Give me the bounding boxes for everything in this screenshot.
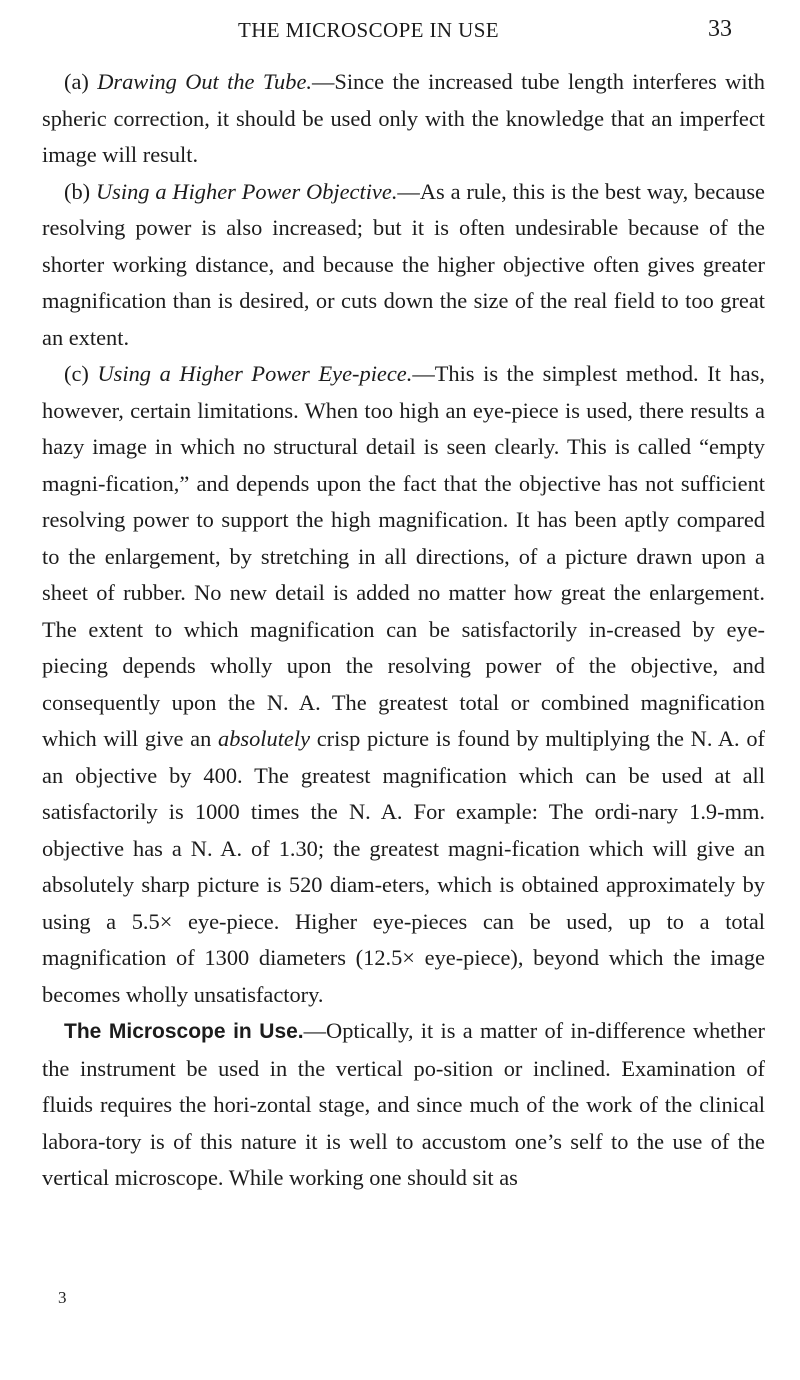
signature-mark: 3 <box>58 1288 67 1307</box>
text-microscope-in-use: —Optically, it is a matter of in-difference whether the instrument be used in the vertical po-sition or inclined. Examination of fluids requires the hori-zontal stage, and since much of the work of the clinical labora-tory is of this nature it is well to accustom one’s self to the use of the vertical microscope. While working one should sit as <box>42 1018 765 1190</box>
item-label-c: (c) <box>64 361 89 386</box>
paragraph-higher-eyepiece <box>42 356 765 1013</box>
text-drawing-out-tube: —Since the increased tube length interferes with spheric correction, it should be used only with the knowledge that an imperfect image will result. <box>42 69 765 167</box>
page-number: 33 <box>708 16 732 42</box>
running-head <box>0 14 800 50</box>
heading-higher-eyepiece: Using a Higher Power Eye-piece. <box>97 361 413 386</box>
heading-higher-objective: Using a Higher Power Objective. <box>95 178 398 204</box>
paragraph-higher-objective <box>42 174 765 357</box>
running-title: THE MICROSCOPE IN USE <box>238 18 500 42</box>
text-higher-objective: —As a rule, this is the best way, because resolving power is also increased; but it is often undesirable because of the shorter working distance, and because the higher objective often gives greater magnification than is desired, or cuts down the size of the real field to too great an extent. <box>42 178 765 350</box>
paragraph-microscope-in-use <box>42 1013 765 1197</box>
item-label-a: (a) <box>64 69 89 94</box>
emphasis-absolutely: absolutely <box>218 726 311 751</box>
text-higher-eyepiece-part-2: crisp picture is found by multiplying the N. A. of an objective by 400. The greatest magnification which can be used at all satisfactorily is 1000 times the N. A. For example: The ordi-nary 1.9-mm. objective has a N. A. of 1.30; the greatest magni-fication which will give an absolutely sharp picture is 520 diam-eters, which is obtained approximately by using a 5.5× eye-piece. Higher eye-pieces can be used, up to a total magnification of 1300 diameters (12.5× eye-piece), beyond which the image becomes wholly unsatisfactory. <box>42 726 765 1007</box>
heading-drawing-out-tube: Drawing Out the Tube. <box>97 69 312 94</box>
heading-microscope-in-use: The Microscope in Use. <box>64 1020 304 1043</box>
text-higher-eyepiece-part-1: —This is the simplest method. It has, however, certain limitations. When too high an eye-piece is used, there results a hazy image in which no structural detail is seen clearly. This is called “empty magni-fication,” and depends upon the fact that the objective has not sufficient resolving power to support the high magnification. It has been aptly compared to the enlargement, by stretching in all directions, of a picture drawn upon a sheet of rubber. No new detail is added no matter how great the enlargement. The extent to which magnification can be satisfactorily in-creased by eye-piecing depends wholly upon the resolving power of the objective, and consequently upon the N. A. The greatest total or combined magnification which will give an <box>42 361 765 751</box>
paragraph-drawing-out-tube <box>42 64 765 174</box>
item-label-b: (b) <box>64 178 91 204</box>
body-text <box>42 64 765 1197</box>
